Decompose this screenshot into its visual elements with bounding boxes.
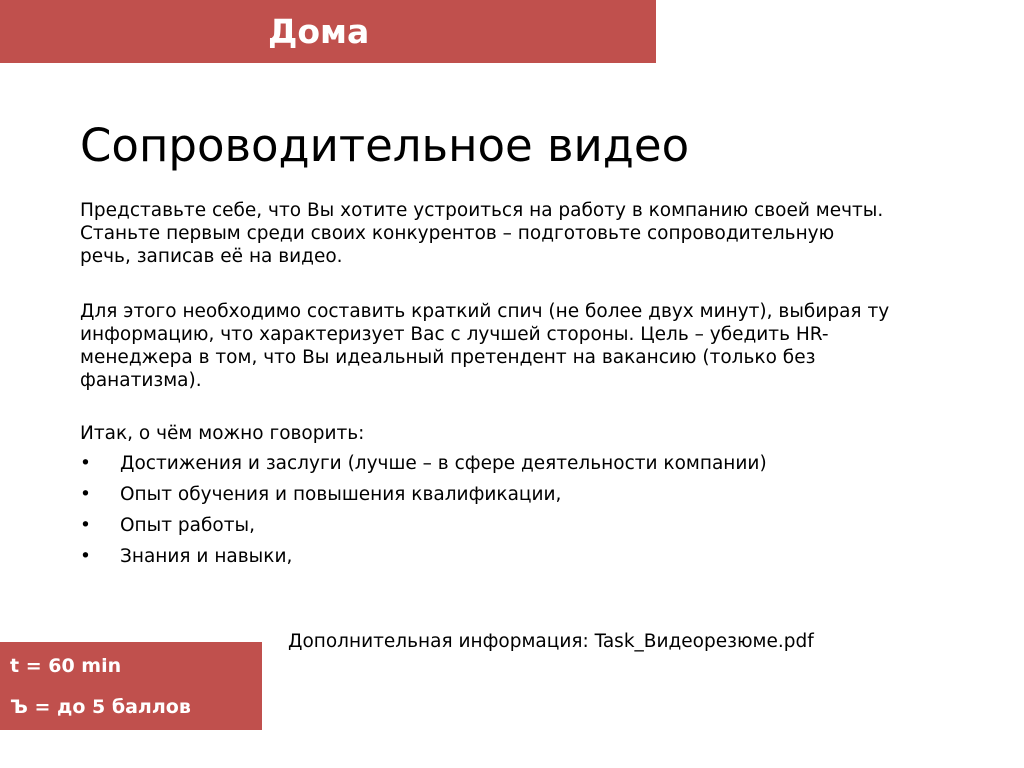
slide-content [80,199,980,576]
list-item-text: Достижения и заслуги (лучше – в сфере деятельности компании) [120,453,767,474]
instructions-paragraph [80,300,980,392]
list-item [80,514,980,537]
banner-label: Дома [268,12,370,51]
bullet-icon: • [80,546,91,567]
paragraph-line: речь, записав её на видео. [80,246,343,267]
header-banner [0,0,656,63]
topics-list [80,452,980,568]
paragraph-line: менеджера в том, что Вы идеальный претендент на вакансию (только без [80,347,816,368]
bullet-icon: • [80,484,91,505]
list-item-text: Знания и навыки, [120,546,293,567]
slide-title: Сопроводительное видео [80,119,690,172]
time-limit-label: t = 60 min [10,655,122,677]
score-label: Ъ = до 5 баллов [10,696,191,718]
intro-paragraph [80,199,980,268]
paragraph-line: Станьте первым среди своих конкурентов – подготовьте сопроводительную [80,223,835,244]
list-item [80,452,980,475]
paragraph-line: информацию, что характеризует Вас с лучшей стороны. Цель – убедить HR- [80,324,829,345]
paragraph-line: Для этого необходимо составить краткий спич (не более двух минут), выбирая ту [80,301,890,322]
list-intro: Итак, о чём можно говорить: [80,423,365,444]
paragraph-line: Представьте себе, что Вы хотите устроиться на работу в компанию своей мечты. [80,200,884,221]
paragraph-line: фанатизма). [80,370,202,391]
list-item [80,483,980,506]
list-item-text: Опыт работы, [120,515,255,536]
list-item [80,545,980,568]
extra-info-text: Дополнительная информация: Task_Видеорезюме.pdf [288,631,814,652]
bullet-icon: • [80,515,91,536]
list-item-text: Опыт обучения и повышения квалификации, [120,484,562,505]
task-info-box [0,642,262,730]
bullet-icon: • [80,453,91,474]
